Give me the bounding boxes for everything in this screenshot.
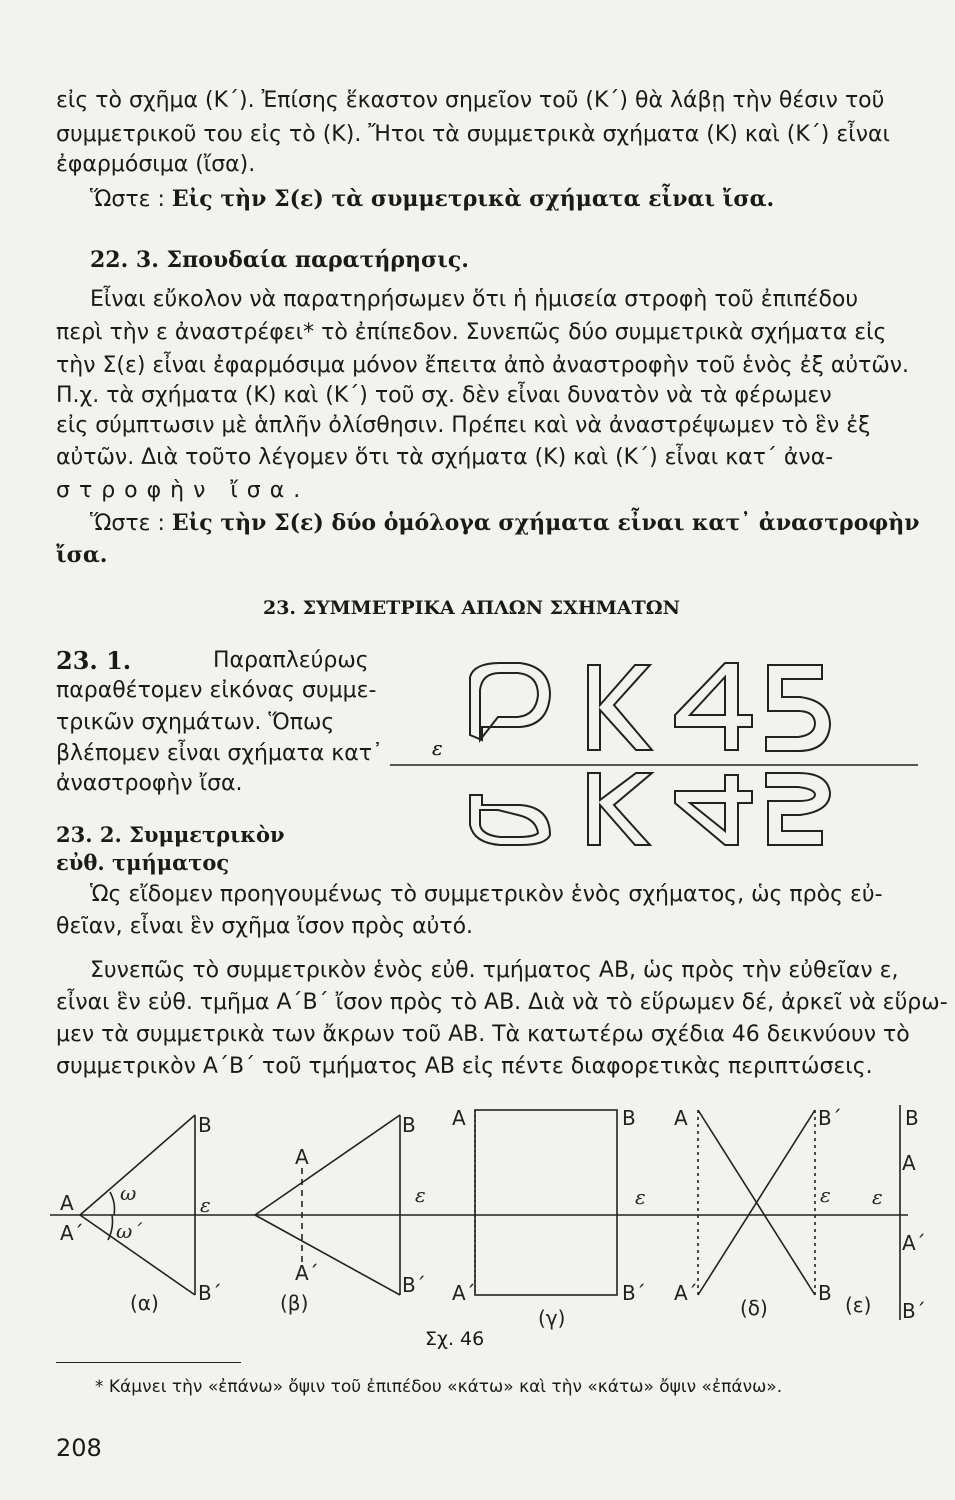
label-eps: ε xyxy=(635,1185,646,1209)
figure-caption: Σχ. 46 xyxy=(425,1328,485,1350)
label-a1: A΄ xyxy=(295,1261,319,1285)
label-b: B xyxy=(198,1113,212,1137)
label-eps: ε xyxy=(872,1185,883,1209)
page-number: 208 xyxy=(56,1434,102,1462)
s23-2-title: εὐθ. τμήματος xyxy=(56,850,230,875)
label-eps: ε xyxy=(200,1193,211,1217)
label-b: B xyxy=(818,1281,832,1305)
label-a: A xyxy=(295,1145,309,1169)
text-line: Ὡς εἴδομεν προηγουμένως τὸ συμμετρικὸν ἑνὸς σχήματος, ὡς πρὸς εὐ- xyxy=(90,882,883,907)
subfig-e: (ε) xyxy=(845,1293,872,1317)
footnote: * Κάμνει τὴν «ἐπάνω» ὄψιν τοῦ ἐπιπέδου «κάτω» καὶ τὴν «κάτω» ὄψιν «ἐπάνω». xyxy=(95,1377,783,1397)
label-omega1: ω΄ xyxy=(116,1219,143,1243)
label-b: B xyxy=(905,1106,919,1130)
digit-5-bottom xyxy=(766,773,830,845)
conclusion-bold: Εἰς τὴν Σ(ε) δύο ὁμόλογα σχήματα εἶναι κατ᾽ ἀναστροφὴν xyxy=(171,510,920,536)
label-b: B xyxy=(622,1106,636,1130)
text-line: συμμετρικοῦ του εἰς τὸ (Κ). Ἤτοι τὰ συμμετρικὰ σχήματα (Κ) καὶ (Κ΄) εἶναι xyxy=(56,122,890,147)
digit-4-top xyxy=(675,663,752,750)
footnote-rule xyxy=(56,1362,241,1363)
label-a1: A΄ xyxy=(902,1231,926,1255)
section-23-title: 23. ΣΥΜΜΕΤΡΙΚΑ ΑΠΛΩΝ ΣΧΗΜΑΤΩΝ xyxy=(262,597,681,619)
conclusion-prefix: Ὥστε : xyxy=(90,511,165,536)
text-line: ἐφαρμόσιμα (ἴσα). xyxy=(56,152,256,177)
conclusion-2-end: ἴσα. xyxy=(56,542,108,568)
text-line-spaced: στροφὴν ἴσα. xyxy=(56,478,310,503)
label-b1: B΄ xyxy=(198,1281,222,1305)
label-a: A xyxy=(674,1106,688,1130)
letter-p-bottom xyxy=(470,795,550,845)
subfig-b: (β) xyxy=(280,1291,309,1315)
text-line: Παραπλεύρως xyxy=(213,648,369,673)
label-eps: ε xyxy=(820,1183,831,1207)
text-line: εἶναι ἓν εὐθ. τμῆμα Α΄Β΄ ἴσον πρὸς τὸ ΑΒ. Διὰ νὰ τὸ εὕρωμεν δέ, ἀρκεῖ νὰ εὕρω- xyxy=(56,990,948,1015)
conclusion-bold: Εἰς τὴν Σ(ε) τὰ συμμετρικὰ σχήματα εἶναι ἴσα. xyxy=(171,186,775,212)
label-eps: ε xyxy=(415,1183,426,1207)
text-line: βλέπομεν εἶναι σχήματα κατ᾽ xyxy=(56,741,383,766)
label-a: A xyxy=(60,1191,74,1215)
text-line: Συνεπῶς τὸ συμμετρικὸν ἑνὸς εὐθ. τμήματος ΑΒ, ὡς πρὸς τὴν εὐθεῖαν ε, xyxy=(90,958,899,983)
label-b1: B΄ xyxy=(818,1106,842,1130)
text-line: τὴν Σ(ε) εἶναι ἐφαρμόσιμα μόνον ἔπειτα ἀπὸ ἀναστροφὴν τοῦ ἑνὸς ἐξ αὐτῶν. xyxy=(56,353,910,378)
letter-symmetry-figure xyxy=(370,655,930,855)
text-line: εἰς τὸ σχῆμα (Κ΄). Ἐπίσης ἕκαστον σημεῖον τοῦ (Κ΄) θὰ λάβῃ τὴν θέσιν τοῦ xyxy=(56,88,885,113)
label-b1: B΄ xyxy=(902,1299,926,1323)
text-line: αὐτῶν. Διὰ τοῦτο λέγομεν ὅτι τὰ σχήματα (Κ) καὶ (Κ΄) εἶναι κατ΄ ἀνα- xyxy=(56,445,834,470)
label-omega: ω xyxy=(120,1181,137,1205)
subfig-a: (α) xyxy=(130,1291,159,1315)
label-a1: A΄ xyxy=(60,1221,84,1245)
conclusion-prefix: Ὥστε : xyxy=(90,187,165,212)
axis-label: ε xyxy=(432,736,443,760)
s23-1-number: 23. 1. xyxy=(56,646,132,675)
subfig-c: (γ) xyxy=(538,1306,566,1330)
label-b1: B΄ xyxy=(622,1281,646,1305)
label-a: A xyxy=(452,1106,466,1130)
s23-2-title: 23. 2. Συμμετρικὸν xyxy=(56,822,285,847)
digit-4-bottom xyxy=(675,775,752,845)
letter-p-top xyxy=(480,673,538,740)
digit-5-top xyxy=(766,665,830,751)
text-line: θεῖαν, εἶναι ἓν σχῆμα ἴσον πρὸς αὐτό. xyxy=(56,914,474,939)
text-line: περὶ τὴν ε ἀναστρέφει* τὸ ἐπίπεδον. Συνεπῶς δύο συμμετρικὰ σχήματα εἰς xyxy=(56,320,887,345)
letter-k-bottom xyxy=(588,773,652,845)
conclusion-2 xyxy=(90,508,950,539)
text-line: εἰς σύμπτωσιν μὲ ἁπλῆν ὀλίσθησιν. Πρέπει καὶ νὰ ἀναστρέψωμεν τὸ ἓν ἐξ xyxy=(56,413,871,438)
letter-k-top xyxy=(588,665,652,750)
conclusion-1 xyxy=(90,184,950,215)
label-a1: A΄ xyxy=(674,1281,698,1305)
text-line: ἀναστροφὴν ἴσα. xyxy=(56,771,243,796)
text-line: μεν τὰ συμμετρικὰ των ἄκρων τοῦ ΑΒ. Τὰ κατωτέρω σχέδια 46 δεικνύουν τὸ xyxy=(56,1022,910,1047)
label-b1: B΄ xyxy=(402,1273,426,1297)
label-b: B xyxy=(402,1113,416,1137)
text-line: τρικῶν σχημάτων. Ὅπως xyxy=(56,710,335,735)
text-line: συμμετρικὸν Α΄Β΄ τοῦ τμήματος ΑΒ εἰς πέντε διαφορετικὰς περιπτώσεις. xyxy=(56,1054,873,1079)
text-line: παραθέτομεν εἰκόνας συμμε- xyxy=(56,678,377,703)
text-line: Π.χ. τὰ σχήματα (Κ) καὶ (Κ΄) τοῦ σχ. δὲν εἶναι δυνατὸν νὰ τὰ φέρωμεν xyxy=(56,383,832,408)
label-a: A xyxy=(902,1151,916,1175)
segment-ab xyxy=(80,1115,195,1215)
label-a1: A΄ xyxy=(452,1281,476,1305)
subfig-d: (δ) xyxy=(740,1296,768,1320)
section-22-3-title: 22. 3. Σπουδαία παρατήρησις. xyxy=(90,247,469,273)
text-line: Εἶναι εὔκολον νὰ παρατηρήσωμεν ὅτι ἡ ἡμισεία στροφὴ τοῦ ἐπιπέδου xyxy=(90,287,859,312)
